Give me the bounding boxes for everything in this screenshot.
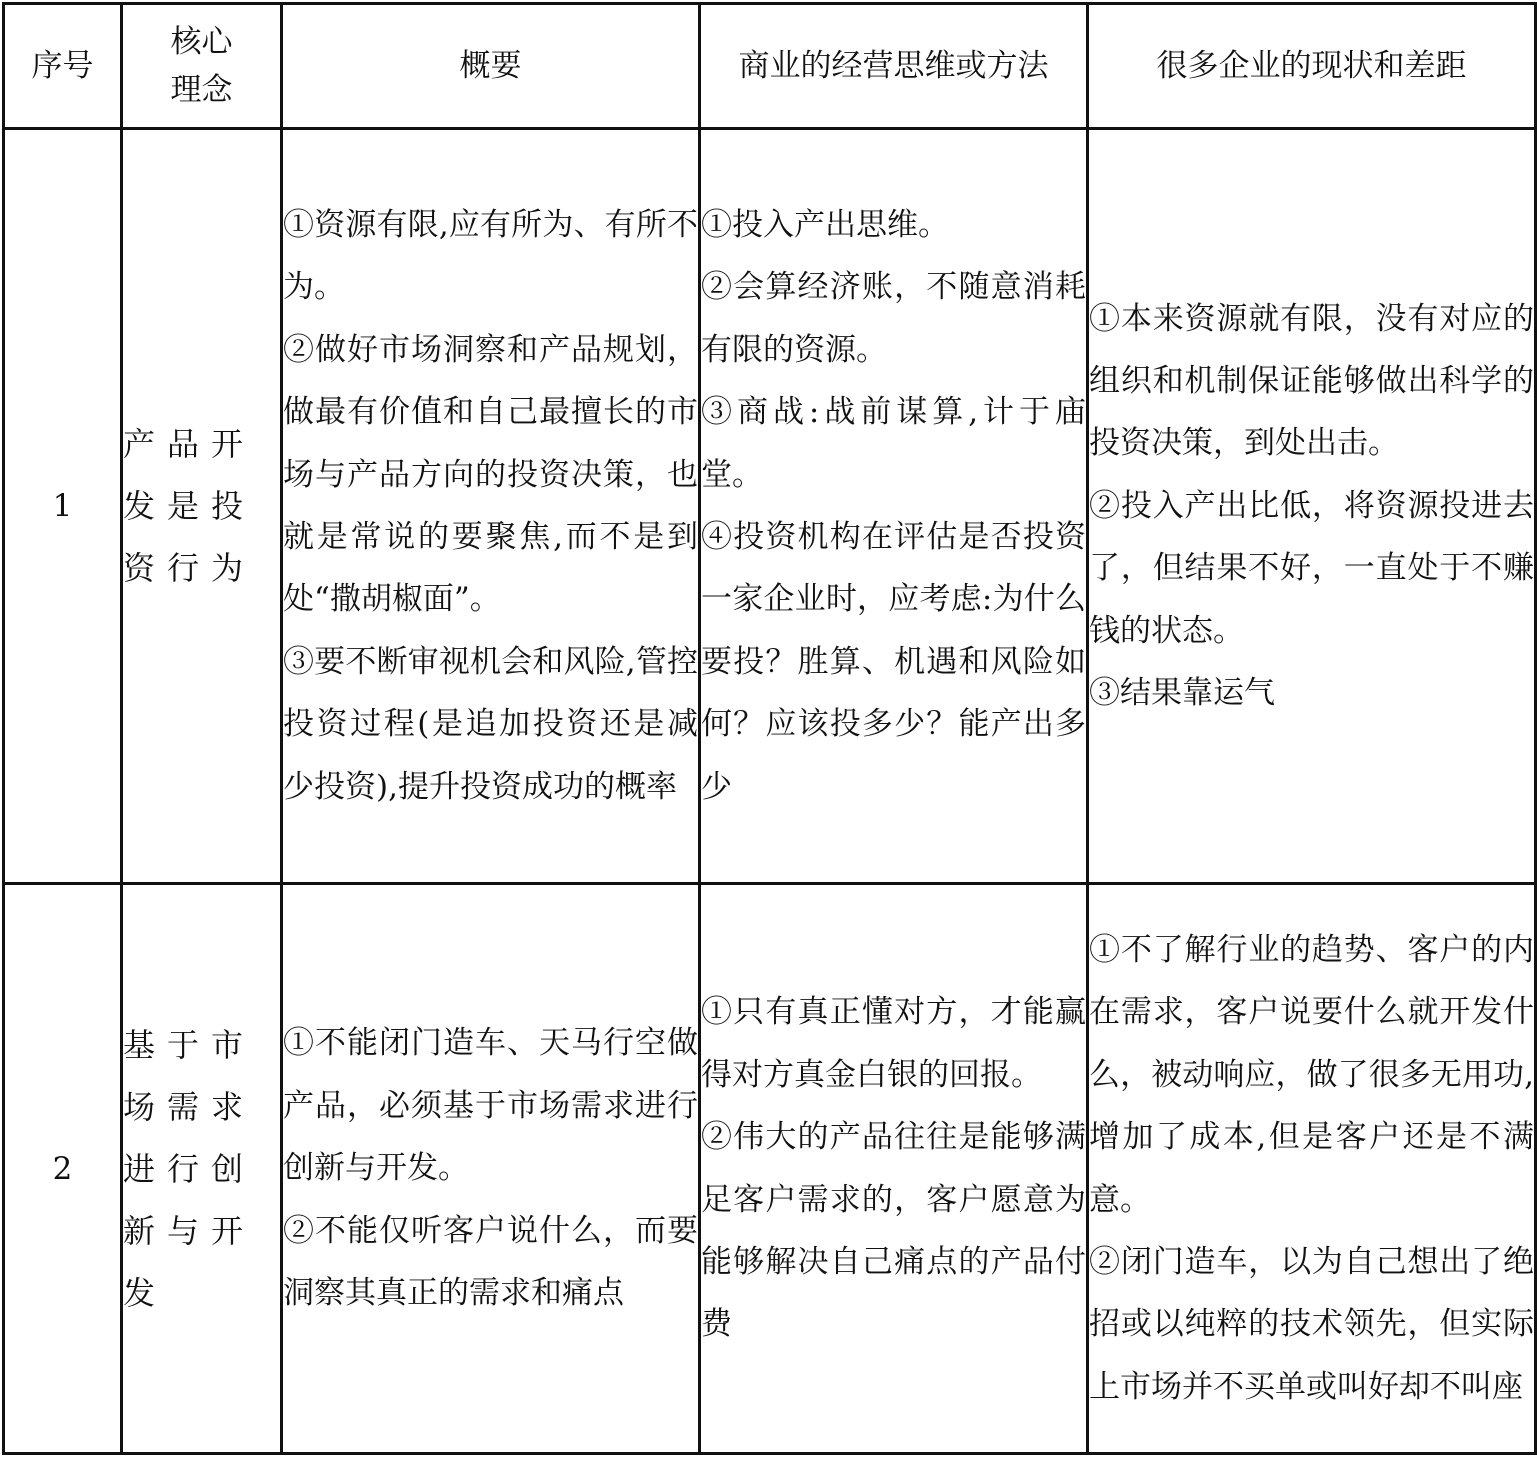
row-concept: 基于市场需求进行创新与开发 [122, 884, 282, 1454]
method-item: ①投入产出思维。 [701, 206, 949, 243]
header-num: 序号 [4, 4, 122, 129]
summary-item: ①资源有限,应有所为、有所不为。 [283, 206, 698, 306]
header-status: 很多企业的现状和差距 [1088, 4, 1536, 129]
header-concept-line1: 核心 [170, 24, 233, 60]
row-method [700, 884, 1088, 1454]
status-item: ③结果靠运气 [1089, 675, 1275, 712]
method-item: ①只有真正懂对方，才能赢得对方真金白银的回报。 [701, 994, 1086, 1093]
row-status [1088, 884, 1536, 1454]
status-item: ①本来资源就有限，没有对应的组织和机制保证能够做出科学的投资决策，到处出击。 [1089, 300, 1534, 462]
row-num: 1 [4, 129, 122, 884]
summary-item: ③要不断审视机会和风险,管控投资过程(是追加投资还是减少投资),提升投资成功的概率 [283, 643, 698, 805]
header-summary: 概要 [282, 4, 700, 129]
method-item: ②伟大的产品往往是能够满足客户需求的，客户愿意为能够解决自己痛点的产品付费 [701, 1119, 1086, 1343]
summary-item: ②做好市场洞察和产品规划，做最有价值和自己最擅长的市场与产品方向的投资决策，也就是常说的要聚焦,而不是到处“撒胡椒面”。 [283, 331, 698, 618]
header-row [4, 4, 1536, 129]
header-concept-line2: 理念 [170, 72, 233, 108]
row-summary [282, 129, 700, 884]
status-item: ②投入产出比低，将资源投进去了，但结果不好，一直处于不赚钱的状态。 [1089, 487, 1534, 649]
status-item: ②闭门造车，以为自己想出了绝招或以纯粹的技术领先，但实际上市场并不买单或叫好却不叫座 [1089, 1243, 1534, 1405]
header-method: 商业的经营思维或方法 [700, 4, 1088, 129]
summary-item: ②不能仅听客户说什么，而要洞察其真正的需求和痛点 [283, 1212, 698, 1312]
method-item: ②会算经济账，不随意消耗有限的资源。 [701, 269, 1086, 368]
table-body [4, 129, 1536, 1454]
status-item: ①不了解行业的趋势、客户的内在需求，客户说要什么就开发什么，被动响应，做了很多无用功,增加了成本,但是客户还是不满意。 [1089, 931, 1534, 1218]
row-status [1088, 129, 1536, 884]
header-concept [122, 4, 282, 129]
table-row [4, 129, 1536, 884]
table-header [4, 4, 1536, 129]
row-num: 2 [4, 884, 122, 1454]
method-item: ④投资机构在评估是否投资一家企业时，应考虑:为什么要投？胜算、机遇和风险如何？应该投多少？能产出多少 [701, 519, 1086, 805]
row-concept: 产品开发是投资行为 [122, 129, 282, 884]
row-method [700, 129, 1088, 884]
row-summary [282, 884, 700, 1454]
method-item: ③商战:战前谋算,计于庙堂。 [701, 394, 1086, 493]
table-row [4, 884, 1536, 1454]
concept-table [2, 2, 1537, 1455]
summary-item: ①不能闭门造车、天马行空做产品，必须基于市场需求进行创新与开发。 [283, 1025, 698, 1187]
